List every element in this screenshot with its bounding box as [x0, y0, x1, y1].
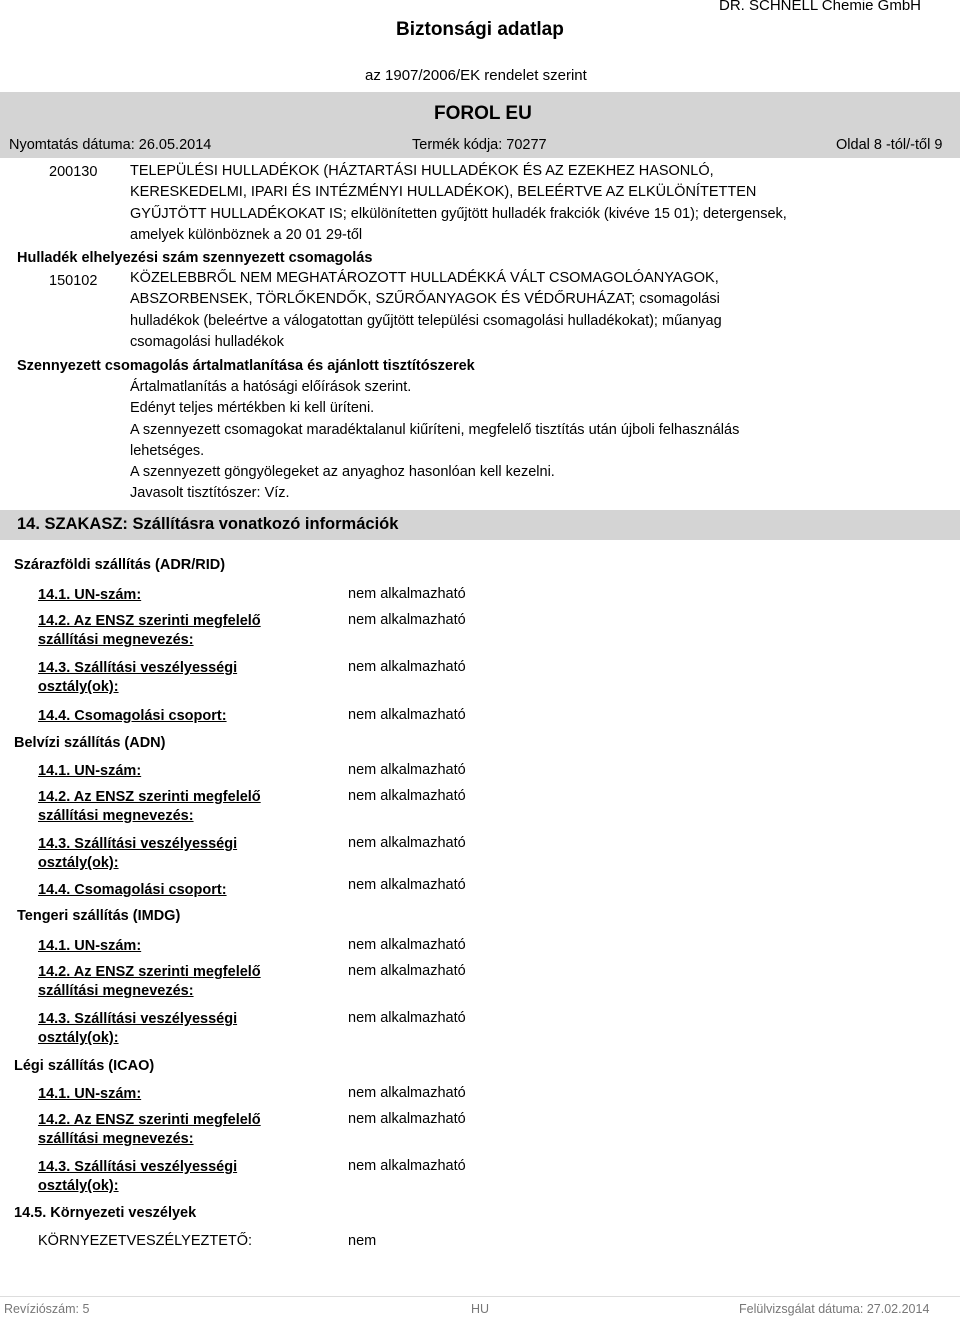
environmental-hazard-label: KÖRNYEZETVESZÉLYEZTETŐ: [38, 1233, 253, 1249]
text-line: KERESKEDELMI, IPARI ÉS INTÉZMÉNYI HULLADÉKOK), BELEÉRTVE AZ ELKÜLÖNÍTETTEN [130, 184, 757, 201]
transport-label: 14.2. Az ENSZ szerinti megfelelő szállítási megnevezés: [38, 1112, 261, 1147]
packaging-waste-code: 150102 [49, 273, 98, 289]
text-line: Ártalmatlanítás a hatósági előírások szerint. [130, 379, 412, 395]
text-line: amelyek különböznek a 20 01 29-től [130, 226, 363, 243]
transport-label: 14.1. UN-szám: [38, 1086, 142, 1102]
transport-label: 14.3. Szállítási veszélyességi osztály(ok): [38, 836, 238, 871]
section-14-header [0, 510, 960, 540]
text-line: TELEPÜLÉSI HULLADÉKOK (HÁZTARTÁSI HULLADÉKOK ÉS AZ EZEKHEZ HASONLÓ, [130, 163, 714, 179]
transport-value: nem alkalmazható [348, 788, 466, 804]
text-line: A szennyezett csomagokat maradéktalanul kiűríteni, megfelelő tisztítás után újboli felhasználás [130, 421, 740, 438]
document-title: Biztonsági adatlap [396, 19, 564, 40]
transport-label: 14.4. Csomagolási csoport: [38, 882, 227, 898]
waste-code: 200130 [49, 164, 98, 180]
transport-value: nem alkalmazható [348, 1085, 466, 1101]
transport-value: nem alkalmazható [348, 659, 466, 675]
transport-value: nem alkalmazható [348, 963, 466, 979]
land-transport-heading: Szárazföldi szállítás (ADR/RID) [14, 557, 226, 573]
revision-number: Revíziószám: 5 [4, 1302, 90, 1316]
transport-label: 14.3. Szállítási veszélyességi osztály(ok): [38, 1159, 238, 1194]
text-line: GYŰJTÖTT HULLADÉKOKAT IS; elkülönítetten gyűjtött hulladék frakciók (kivéve 15 01); detergensek, [130, 205, 787, 222]
environmental-hazards-heading: 14.5. Környezeti veszélyek [14, 1205, 197, 1221]
review-date: Felülvizsgálat dátuma: 27.02.2014 [739, 1302, 930, 1316]
transport-label: 14.4. Csomagolási csoport: [38, 708, 227, 724]
packaging-description [130, 268, 950, 353]
transport-value: nem alkalmazható [348, 1158, 466, 1174]
transport-value: nem alkalmazható [348, 612, 466, 628]
footer-divider [0, 1296, 960, 1297]
environmental-hazard-value: nem [348, 1233, 377, 1249]
transport-label: 14.2. Az ENSZ szerinti megfelelő szállítási megnevezés: [38, 613, 261, 648]
waste-description [130, 161, 950, 246]
transport-label: 14.1. UN-szám: [38, 938, 142, 954]
transport-label: 14.2. Az ENSZ szerinti megfelelő szállítási megnevezés: [38, 789, 261, 824]
text-line: hulladékok (beleértve a válogatottan gyűjtött települési csomagolási hulladékokat); műanyag [130, 312, 722, 329]
text-line: lehetséges. [130, 442, 205, 459]
transport-value: nem alkalmazható [348, 835, 466, 851]
transport-value: nem alkalmazható [348, 1010, 466, 1026]
transport-value: nem alkalmazható [348, 762, 466, 778]
transport-value: nem alkalmazható [348, 1111, 466, 1127]
transport-label: 14.1. UN-szám: [38, 587, 142, 603]
packaging-heading: Hulladék elhelyezési szám szennyezett csomagolás [17, 250, 373, 266]
transport-value: nem alkalmazható [348, 707, 466, 723]
product-code: Termék kódja: 70277 [412, 137, 547, 153]
text-line: Edényt teljes mértékben ki kell üríteni. [130, 400, 375, 417]
text-line: Javasolt tisztítószer: Víz. [130, 485, 290, 502]
print-date: Nyomtatás dátuma: 26.05.2014 [9, 137, 212, 153]
language-code: HU [471, 1302, 490, 1316]
inland-transport-heading: Belvízi szállítás (ADN) [14, 735, 166, 751]
transport-label: 14.3. Szállítási veszélyességi osztály(ok): [38, 1011, 238, 1046]
page-number: Oldal 8 -tól/-től 9 [836, 137, 943, 153]
transport-value: nem alkalmazható [348, 586, 466, 602]
air-transport-heading: Légi szállítás (ICAO) [14, 1058, 155, 1074]
transport-label: 14.3. Szállítási veszélyességi osztály(ok): [38, 660, 238, 695]
disposal-text [130, 377, 950, 505]
product-name: FOROL EU [434, 103, 532, 124]
text-line: ABSZORBENSEK, TÖRLŐKENDŐK, SZŰRŐANYAGOK ÉS VÉDŐRUHÁZAT; csomagolási [130, 291, 720, 308]
regulation-text: az 1907/2006/EK rendelet szerint [365, 67, 587, 84]
text-line: csomagolási hulladékok [130, 333, 284, 350]
text-line: A szennyezett göngyölegeket az anyaghoz hasonlóan kell kezelni. [130, 464, 555, 481]
disposal-heading: Szennyezett csomagolás ártalmatlanítása és ajánlott tisztítószerek [17, 358, 475, 374]
company-name: DR. SCHNELL Chemie GmbH [719, 0, 921, 14]
sea-transport-heading: Tengeri szállítás (IMDG) [17, 908, 181, 924]
transport-value: nem alkalmazható [348, 937, 466, 953]
transport-label: 14.1. UN-szám: [38, 763, 142, 779]
section-14-title: 14. SZAKASZ: Szállításra vonatkozó információk [17, 515, 399, 533]
transport-label: 14.2. Az ENSZ szerinti megfelelő szállítási megnevezés: [38, 964, 261, 999]
text-line: KÖZELEBBRŐL NEM MEGHATÁROZOTT HULLADÉKKÁ VÁLT CSOMAGOLÓANYAGOK, [130, 270, 719, 286]
transport-value: nem alkalmazható [348, 877, 466, 893]
